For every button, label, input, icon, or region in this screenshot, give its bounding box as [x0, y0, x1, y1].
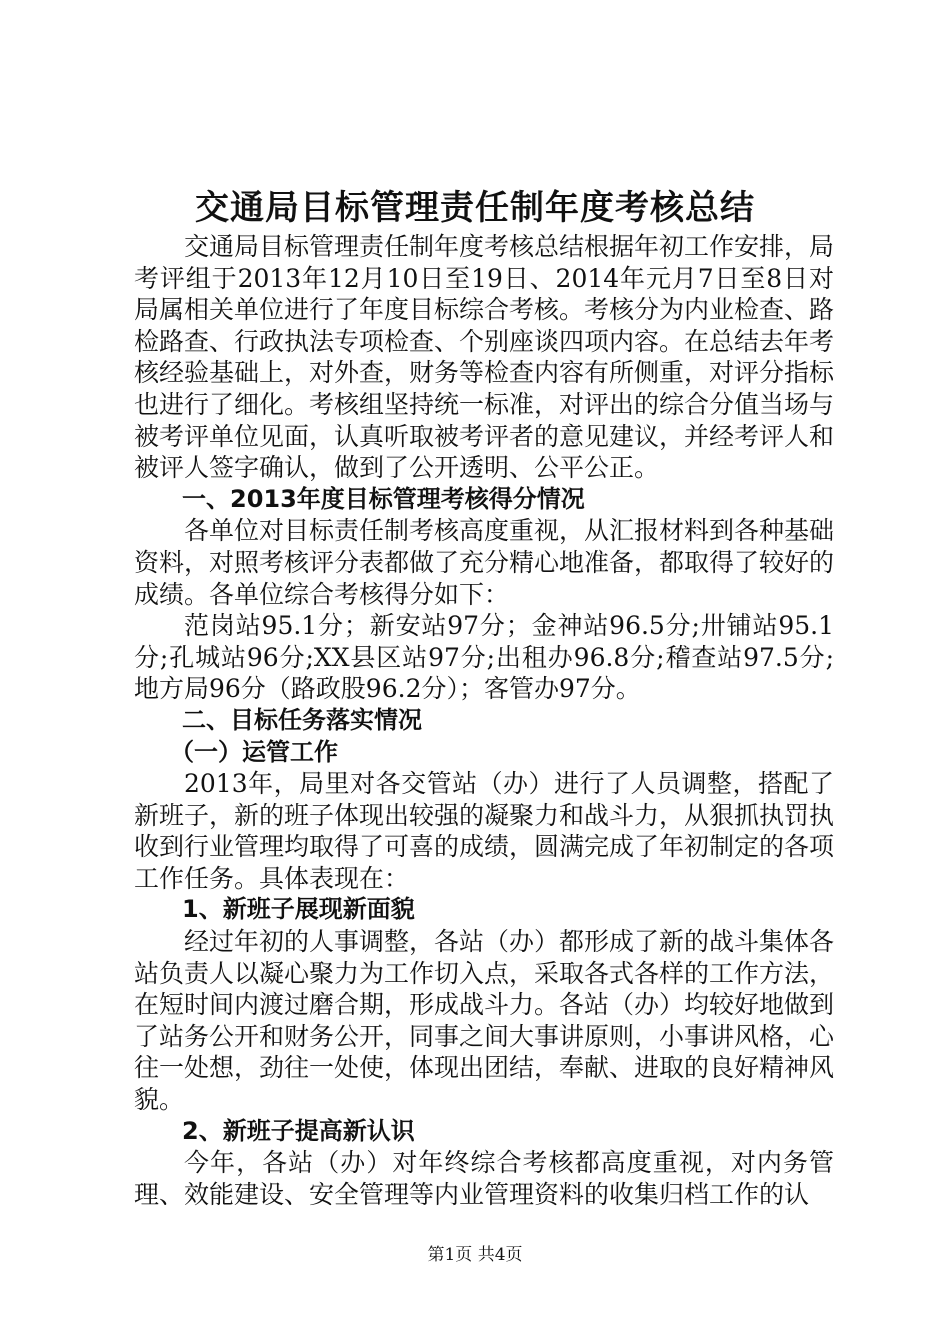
paragraph-new-awareness: 今年，各站（办）对年终综合考核都高度重视，对内务管理、效能建设、安全管理等内业管理资料的收集归档工作的认 — [134, 1148, 834, 1209]
paragraph-intro: 交通局目标管理责任制年度考核总结根据年初工作安排，局考评组于2013年12月10日至19日、2014年元月7日至8日对局属相关单位进行了年度目标综合考核。考核分为内业检查、路检路查、行政执法专项检查、个别座谈四项内容。在总结去年考核经验基础上，对外查，财务等检查内容有所侧重，对评分指标也进行了细化。考核组坚持统一标准，对评出的综合分值当场与被考评单位见面，认真听取被考评者的意见建议，并经考评人和被评人签字确认，做到了公开透明、公平公正。 — [134, 232, 835, 483]
paragraph-new-team: 经过年初的人事调整，各站（办）都形成了新的战斗集体各站负责人以凝心聚力为工作切入点，采取各式各样的工作方法，在短时间内渡过磨合期，形成战斗力。各站（办）均较好地做到了站务公开和财务公开，同事之间大事讲原则，小事讲风格，心往一处想，劲往一处使，体现出团结，奉献、进取的良好精神风貌。 — [134, 927, 835, 1115]
section-heading-2: 二、目标任务落实情况 — [182, 705, 422, 734]
document-body — [134, 231, 834, 1210]
paragraph-scores: 范岗站95.1分；新安站97分；金神站96.5分;卅铺站95.1分;孔城站96分;XX县区站97分;出租办96.8分;稽查站97.5分;地方局96分（路政股96.2分）；客管办97分。 — [134, 611, 834, 704]
subsection-heading-1: （一）运管工作 — [170, 737, 338, 766]
paragraph-transport-work: 2013年，局里对各交管站（办）进行了人员调整，搭配了新班子，新的班子体现出较强的凝聚力和战斗力，从狠抓执罚执收到行业管理均取得了可喜的成绩，圆满完成了年初制定的各项工作任务。具体表现在： — [134, 769, 835, 893]
item-heading-1: 1、新班子展现新面貌 — [182, 895, 415, 924]
paragraph-scores-intro: 各单位对目标责任制考核高度重视，从汇报材料到各种基础资料，对照考核评分表都做了充分精心地准备，都取得了较好的成绩。各单位综合考核得分如下： — [134, 516, 835, 609]
document-title: 交通局目标管理责任制年度考核总结 — [195, 188, 755, 228]
page-number: 第1页 共4页 — [427, 1245, 523, 1265]
item-heading-2: 2、新班子提高新认识 — [182, 1116, 415, 1145]
section-heading-1: 一、2013年度目标管理考核得分情况 — [182, 484, 585, 513]
